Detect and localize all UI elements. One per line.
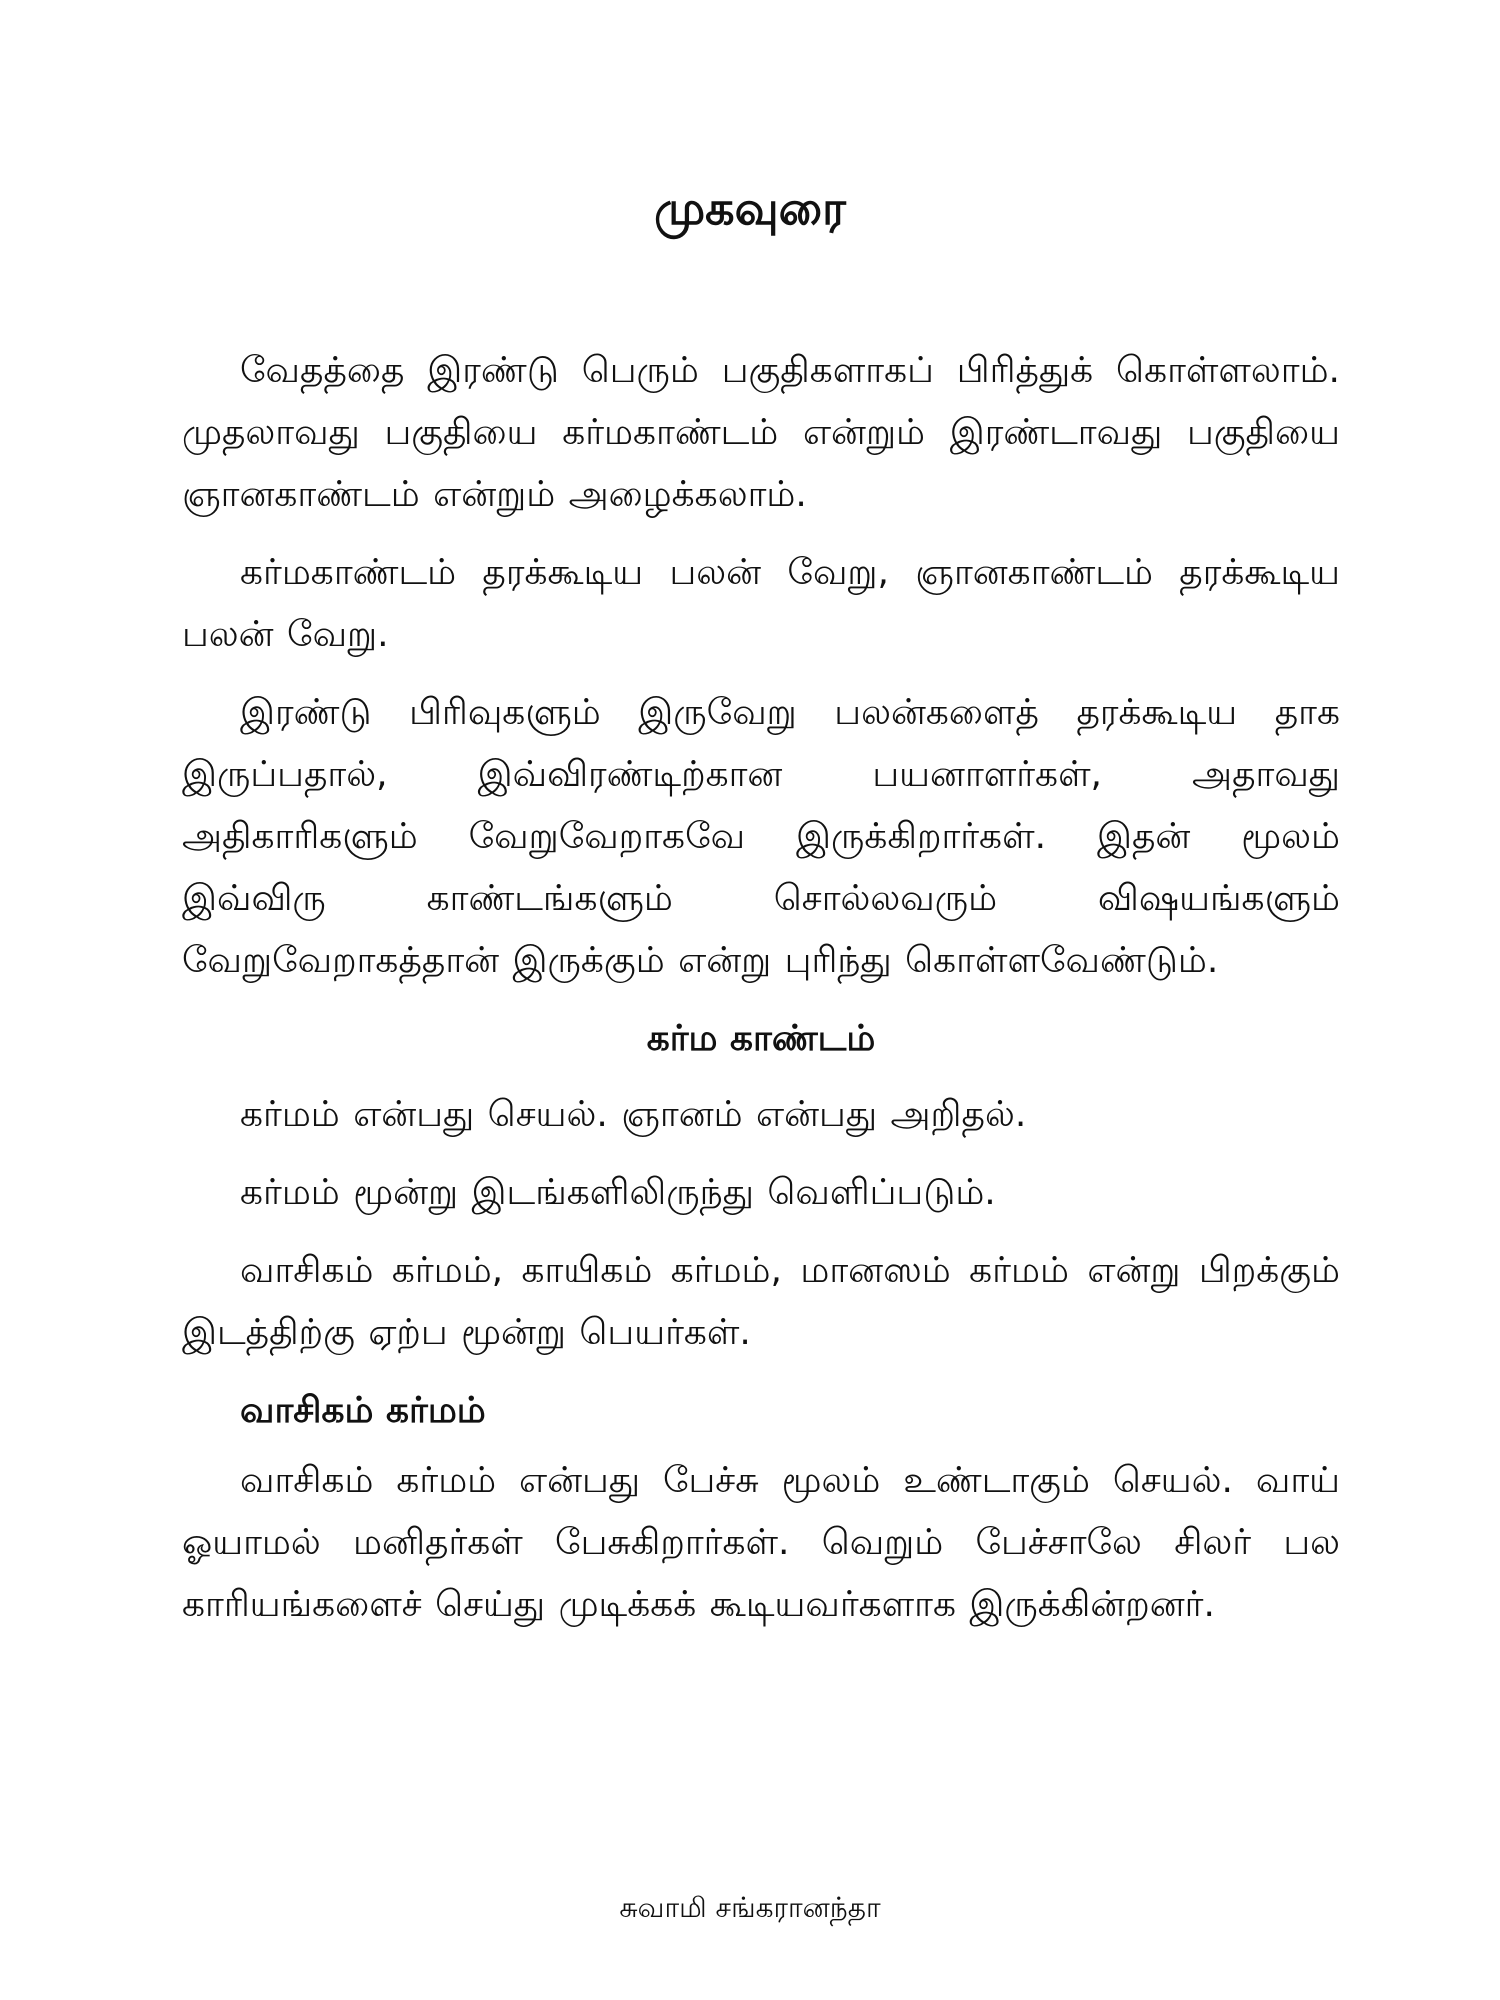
paragraph-2: கர்மகாண்டம் தரக்கூடிய பலன் வேறு, ஞானகாண்டம் தரக்கூடிய பலன் வேறு. (182, 552, 1340, 655)
page-title: முகவுரை (654, 181, 846, 235)
subsection-heading-vasikam-karmam: வாசிகம் கர்மம் (240, 1390, 486, 1431)
paragraph-4: கர்மம் என்பது செயல். ஞானம் என்பது அறிதல். (240, 1094, 1027, 1135)
document-body (182, 340, 1340, 1652)
section-heading-karma-kandam: கர்ம காண்டம் (646, 1018, 876, 1059)
paragraph-7: வாசிகம் கர்மம் என்பது பேச்சு மூலம் உண்டாகும் செயல். வாய் ஓயாமல் மனிதர்கள் பேசுகிறார்கள். வெறும் பேச்சாலே சிலர் பல காரியங்களைச் செய்து முடிக்கக் கூடியவர்களாக இருக்கின்றனர். (182, 1460, 1340, 1625)
paragraph-6: வாசிகம் கர்மம், காயிகம் கர்மம், மானஸம் கர்மம் என்று பிறக்கும் இடத்திற்கு ஏற்ப மூன்று பெயர்கள். (182, 1250, 1340, 1353)
paragraph-1: வேதத்தை இரண்டு பெரும் பகுதிகளாகப் பிரித்துக் கொள்ளலாம். முதலாவது பகுதியை கர்மகாண்டம் என்றும் இரண்டாவது பகுதியை ஞானகாண்டம் என்றும் அழைக்கலாம். (182, 350, 1340, 515)
paragraph-3: இரண்டு பிரிவுகளும் இருவேறு பலன்களைத் தரக்கூடிய தாக இருப்பதால், இவ்விரண்டிற்கான பயனாளர்கள், அதாவது அதிகாரிகளும் வேறுவேறாகவே இருக்கிறார்கள். இதன் மூலம் இவ்விரு காண்டங்களும் சொல்லவரும் விஷயங்களும் வேறுவேறாகத்தான் இருக்கும் என்று புரிந்து கொள்ளவேண்டும். (182, 692, 1340, 981)
paragraph-5: கர்மம் மூன்று இடங்களிலிருந்து வெளிப்படும். (240, 1172, 996, 1213)
page-footer-author: சுவாமி சங்கரானந்தா (619, 1891, 881, 1924)
